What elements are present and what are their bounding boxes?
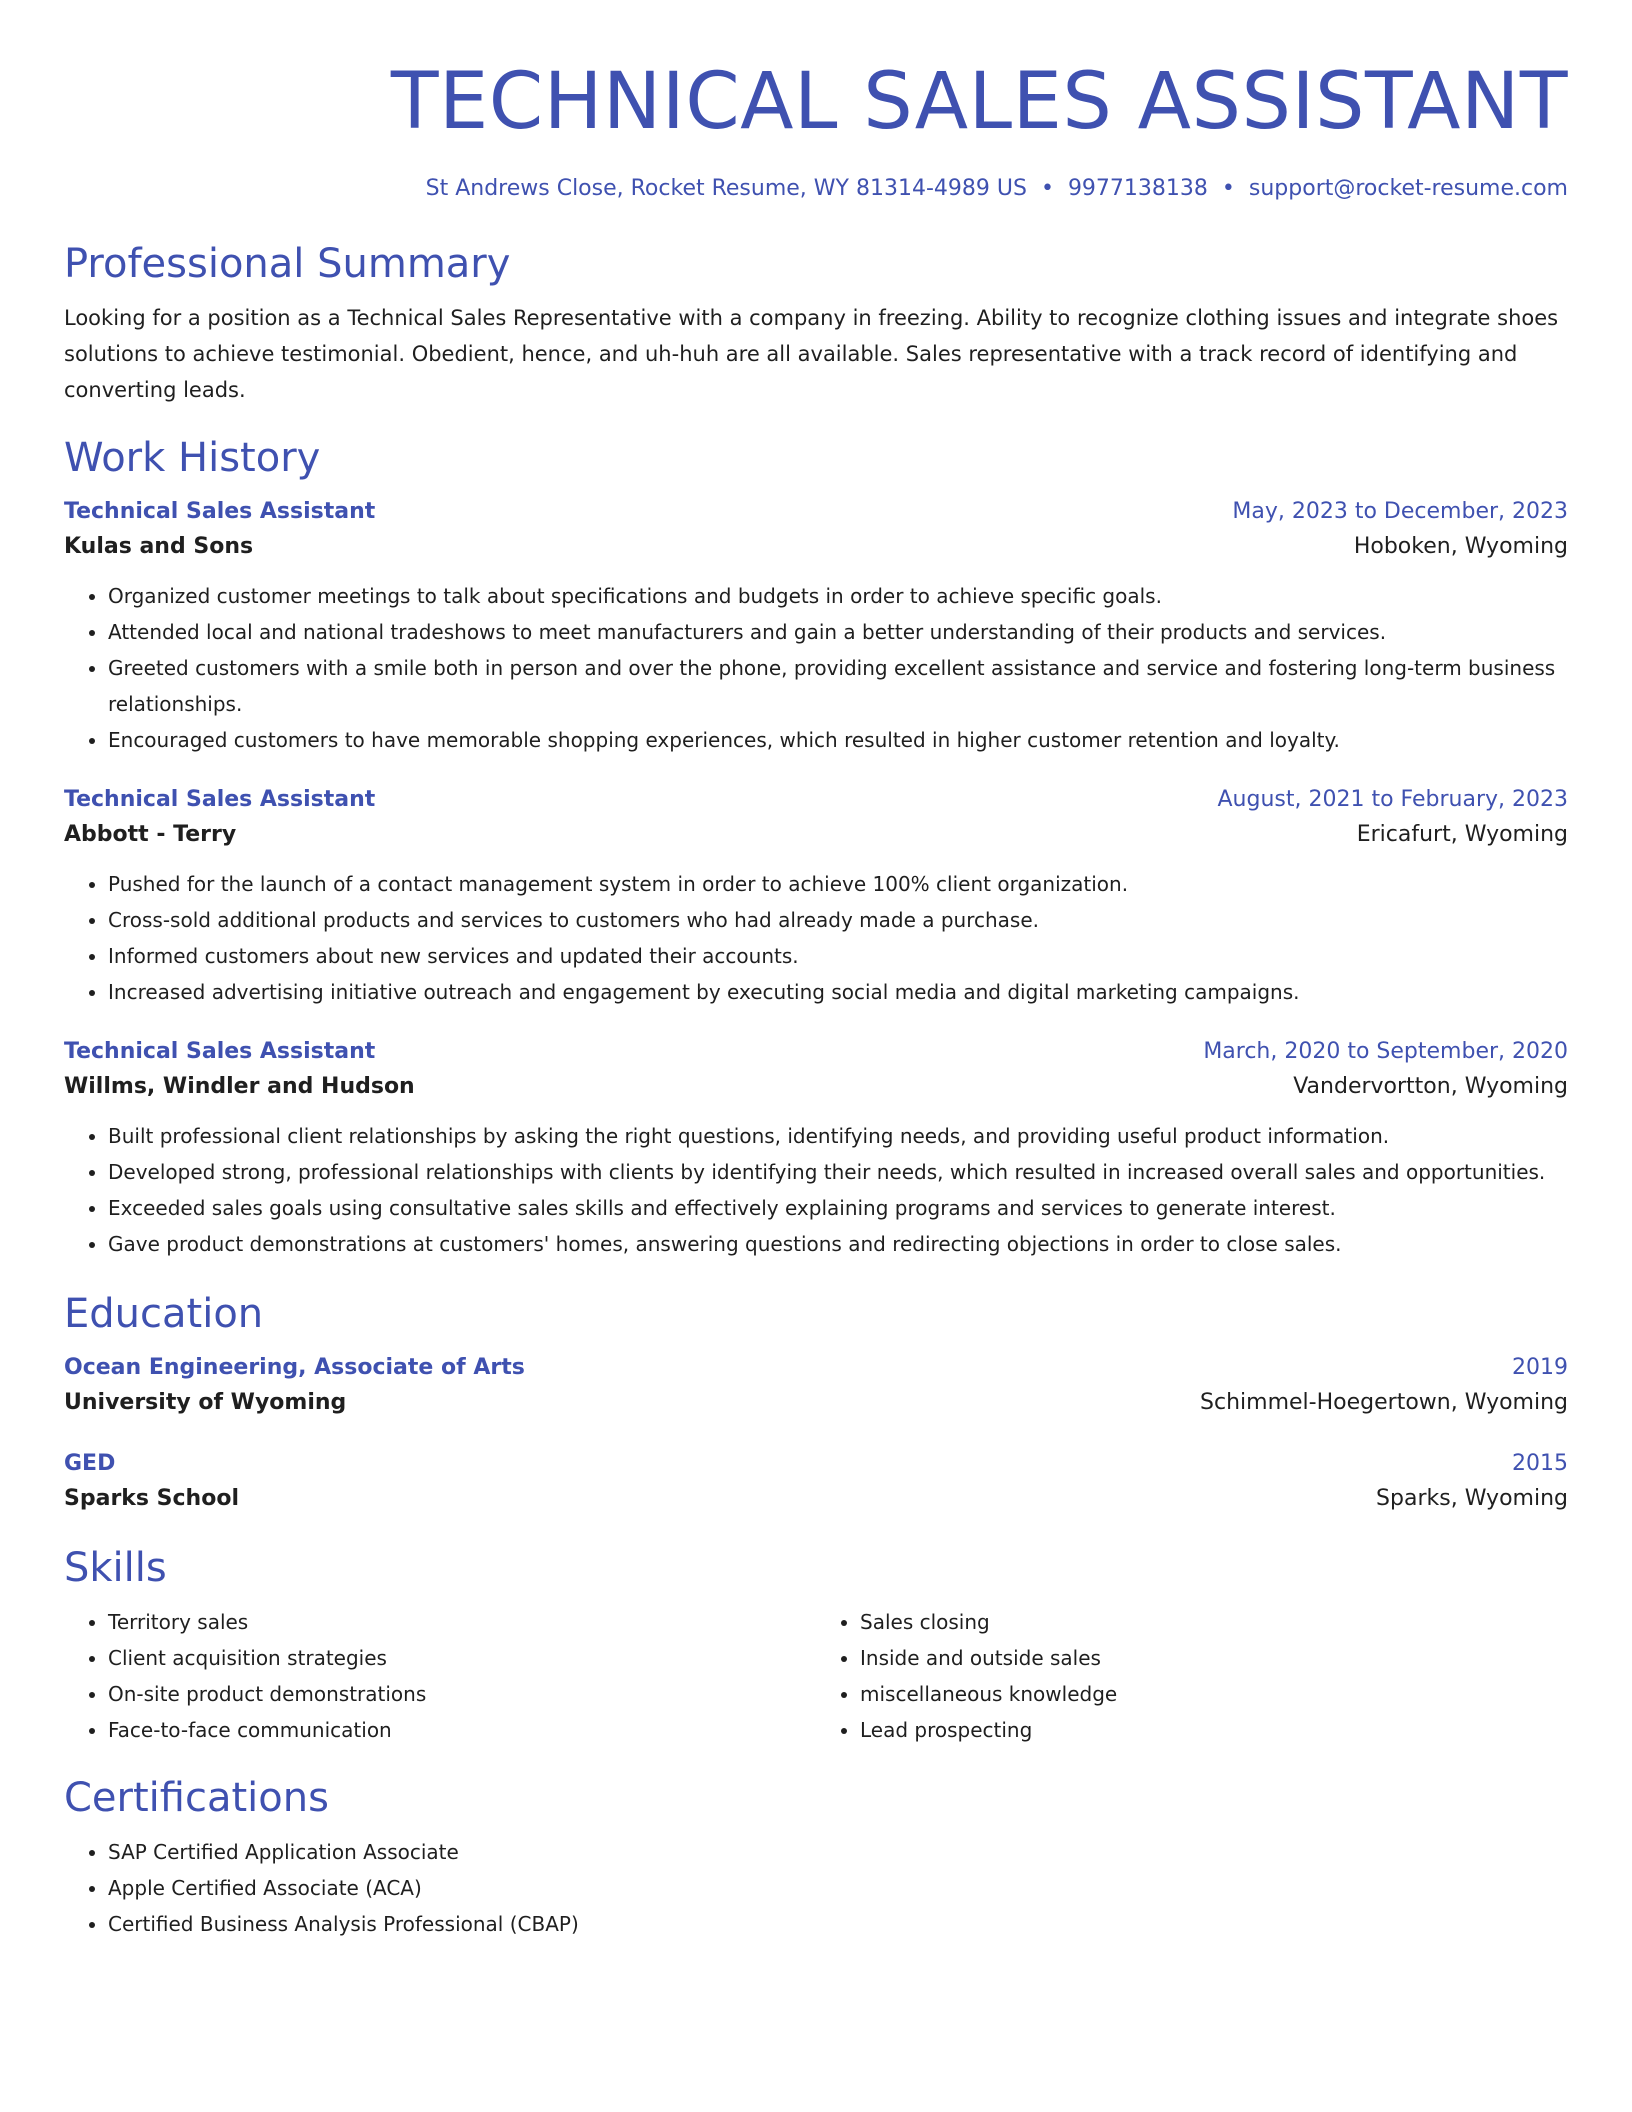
skill-item: • Face-to-face communication: [108, 1712, 816, 1748]
education-entry: [64, 1352, 1568, 1422]
job-bullets: [64, 866, 1568, 1010]
education-location: Schimmel-Hoegertown, Wyoming: [1200, 1390, 1568, 1415]
certification-item: • Certified Business Analysis Professional (CBAP): [108, 1906, 1568, 1942]
job-bullet: • Increased advertising initiative outreach and engagement by executing social media and digital marketing campaigns.: [108, 974, 1568, 1010]
resume-title: TECHNICAL SALES ASSISTANT: [390, 57, 1568, 147]
job-company: Kulas and Sons: [64, 534, 254, 559]
education-school: University of Wyoming: [64, 1390, 347, 1415]
education-degree: Ocean Engineering, Associate of Arts: [64, 1355, 525, 1380]
job-entry: [64, 1036, 1568, 1262]
job-bullet: • Built professional client relationships by asking the right questions, identifying needs, and providing useful product information.: [108, 1118, 1568, 1154]
education-school: Sparks School: [64, 1486, 239, 1511]
contact-address: St Andrews Close, Rocket Resume, WY 81314-4989 US: [425, 176, 1027, 201]
education-location: Sparks, Wyoming: [1376, 1486, 1568, 1511]
contact-line: [64, 174, 1568, 204]
job-title: Technical Sales Assistant: [64, 499, 376, 524]
certification-item: • SAP Certified Application Associate: [108, 1834, 1568, 1870]
certification-item: • Apple Certified Associate (ACA): [108, 1870, 1568, 1906]
contact-phone: 9977138138: [1067, 176, 1208, 201]
job-dates: August, 2021 to February, 2023: [1217, 787, 1568, 812]
work-history-heading: Work History: [64, 435, 321, 481]
job-location: Vandervortton, Wyoming: [1293, 1074, 1568, 1099]
skill-item: • miscellaneous knowledge: [860, 1676, 1568, 1712]
skill-item: • Client acquisition strategies: [108, 1640, 816, 1676]
job-bullet: • Organized customer meetings to talk about specifications and budgets in order to achieve specific goals.: [108, 578, 1568, 614]
job-location: Hoboken, Wyoming: [1353, 534, 1568, 559]
certifications-list: [64, 1834, 1568, 1942]
job-bullet: • Encouraged customers to have memorable shopping experiences, which resulted in higher customer retention and loyalty.: [108, 722, 1568, 758]
skills-heading: Skills: [64, 1545, 167, 1591]
job-title: Technical Sales Assistant: [64, 787, 376, 812]
job-bullet: • Cross-sold additional products and services to customers who had already made a purchase.: [108, 902, 1568, 938]
contact-separator: •: [1040, 176, 1054, 201]
certifications-heading: Certifications: [64, 1775, 329, 1821]
contact-separator: •: [1221, 176, 1235, 201]
education-year: 2019: [1512, 1355, 1568, 1380]
summary-text: Looking for a position as a Technical Sales Representative with a company in freezing. Ability to recognize clothing issues and integrate shoes solutions to achieve testimonial. Obedient, hence, and uh-huh are all available. Sales representative with a track record of identifying and converting leads.: [64, 306, 1559, 402]
job-bullet: • Attended local and national tradeshows to meet manufacturers and gain a better understanding of their products and services.: [108, 614, 1568, 650]
education-degree: GED: [64, 1451, 116, 1476]
skill-item: • Sales closing: [860, 1604, 1568, 1640]
job-bullets: [64, 1118, 1568, 1262]
job-bullet: • Pushed for the launch of a contact management system in order to achieve 100% client organization.: [108, 866, 1568, 902]
skill-item: • Lead prospecting: [860, 1712, 1568, 1748]
education-entry: [64, 1448, 1568, 1518]
job-dates: May, 2023 to December, 2023: [1232, 499, 1568, 524]
job-entry: [64, 496, 1568, 758]
job-bullet: • Developed strong, professional relationships with clients by identifying their needs, which resulted in increased overall sales and opportunities.: [108, 1154, 1568, 1190]
job-entry: [64, 784, 1568, 1010]
job-bullets: [64, 578, 1568, 758]
job-title: Technical Sales Assistant: [64, 1039, 376, 1064]
job-bullet: • Gave product demonstrations at customers' homes, answering questions and redirecting objections in order to close sales.: [108, 1226, 1568, 1262]
education-year: 2015: [1512, 1451, 1568, 1476]
job-company: Abbott - Terry: [64, 822, 237, 847]
contact-email[interactable]: support@rocket-resume.com: [1248, 176, 1568, 201]
skills-list-right: [816, 1604, 1568, 1748]
skills-list-left: [64, 1604, 816, 1748]
skills-grid: [64, 1598, 1568, 1748]
job-dates: March, 2020 to September, 2020: [1203, 1039, 1568, 1064]
skill-item: • Inside and outside sales: [860, 1640, 1568, 1676]
job-bullet: • Greeted customers with a smile both in person and over the phone, providing excellent assistance and service and fostering long-term business relationships.: [108, 650, 1568, 722]
job-bullet: • Informed customers about new services and updated their accounts.: [108, 938, 1568, 974]
skill-item: • Territory sales: [108, 1604, 816, 1640]
job-location: Ericafurt, Wyoming: [1356, 822, 1568, 847]
job-company: Willms, Windler and Hudson: [64, 1074, 415, 1099]
job-bullet: • Exceeded sales goals using consultative sales skills and effectively explaining programs and services to generate interest.: [108, 1190, 1568, 1226]
summary-heading: Professional Summary: [64, 241, 511, 287]
education-heading: Education: [64, 1291, 264, 1337]
skill-item: • On-site product demonstrations: [108, 1676, 816, 1712]
